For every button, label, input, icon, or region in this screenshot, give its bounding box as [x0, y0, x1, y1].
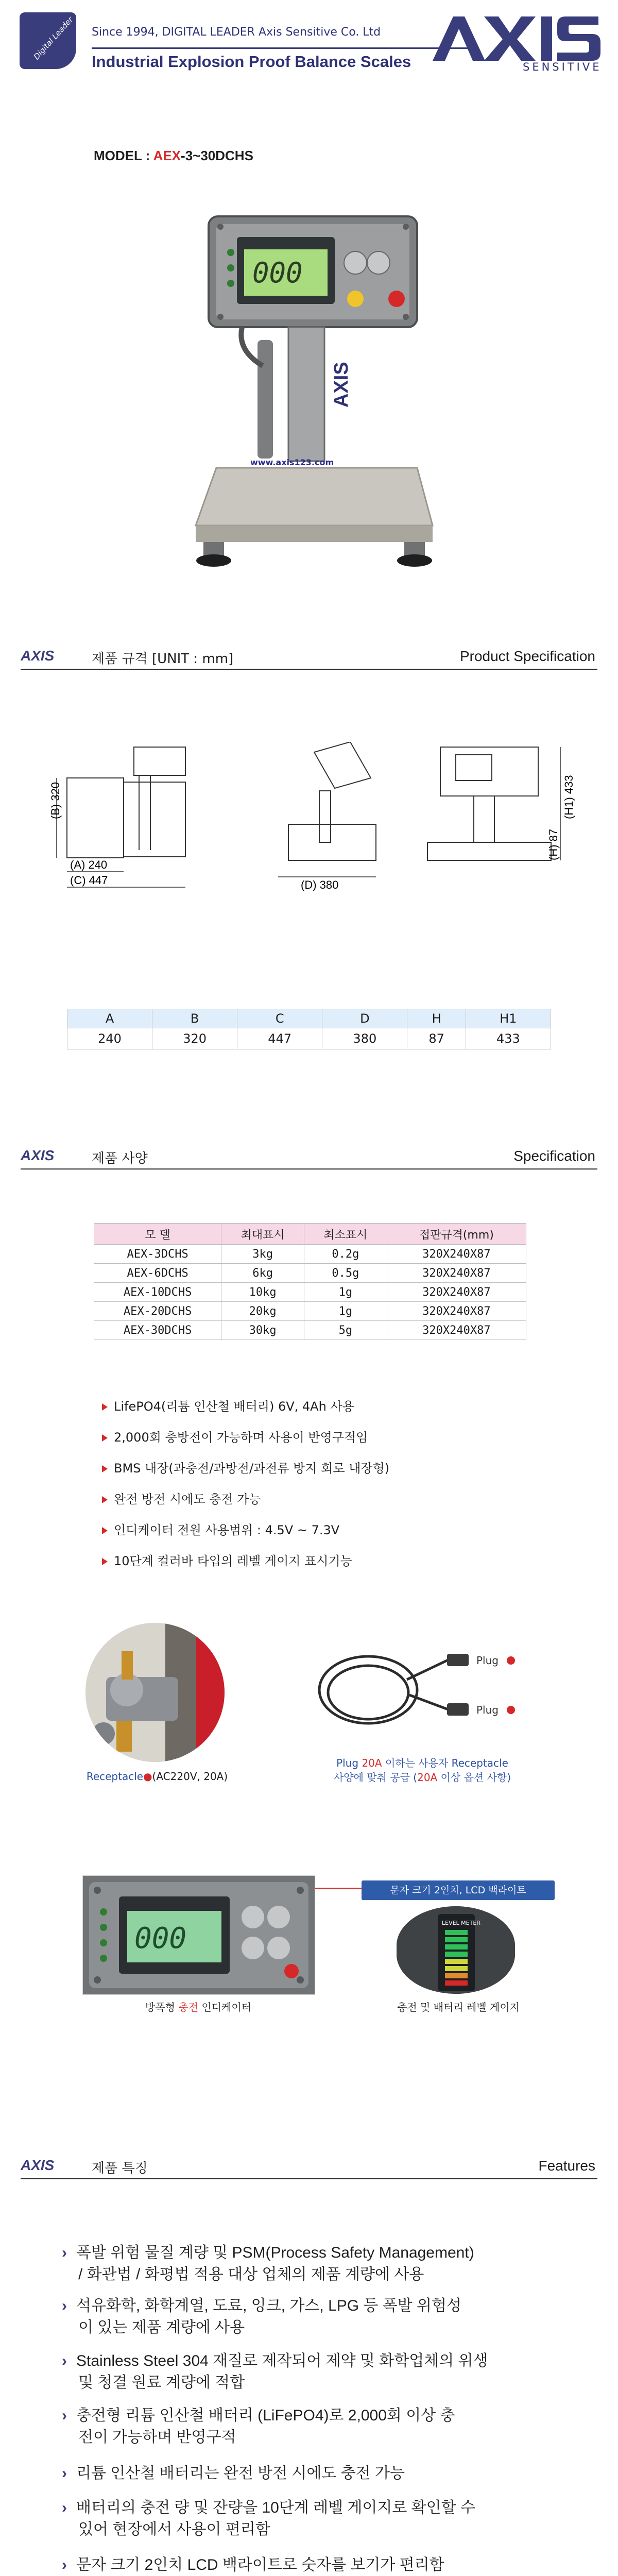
model-code: AEX: [153, 148, 181, 163]
section-header-usage: [0, 1144, 618, 1170]
receptacle-label: Receptacle: [86, 1770, 144, 1783]
table-cell: AEX-3DCHS: [94, 1245, 221, 1264]
bullet-text: 2,000회 충방전이 가능하며 사용이 반영구적임: [114, 1430, 368, 1445]
dimension-table-row: [67, 1028, 551, 1049]
dim-value-d: 380: [322, 1028, 407, 1049]
table-cell: AEX-20DCHS: [94, 1302, 221, 1321]
table-cell: 0.5g: [304, 1264, 387, 1283]
section-divider: [21, 2178, 597, 2179]
section-title-ko: 제품 사양: [92, 1151, 148, 1166]
dim-value-a: 240: [67, 1028, 152, 1049]
table-cell: AEX-10DCHS: [94, 1283, 221, 1302]
header-divider: [92, 47, 475, 49]
red-arrow-icon: [102, 1558, 108, 1565]
section-title-en: Specification: [513, 1148, 595, 1164]
section-title-en: Features: [538, 2158, 595, 2174]
model-label: MODEL :: [94, 148, 153, 163]
chevron-right-icon: ›: [62, 2297, 67, 2314]
section-divider: [21, 1168, 597, 1170]
feature-item: › 리튬 인산철 배터리는 완전 방전 시에도 충전 가능: [78, 2463, 405, 2484]
plug-cable-photo: [309, 1633, 525, 1752]
dimension-table: [67, 1009, 551, 1049]
level-gauge-photo: [397, 1906, 515, 1994]
dim-h1-label: (H1) 433: [562, 775, 575, 819]
usage-bullet: [102, 1396, 354, 1414]
usage-bullet: [102, 1520, 339, 1538]
model-header-name: 모 델: [94, 1224, 221, 1245]
dim-c-label: (C) 447: [70, 874, 108, 887]
dim-header-h1: H1: [466, 1009, 551, 1028]
table-cell: 10kg: [221, 1283, 304, 1302]
table-cell: 320X240X87: [387, 1245, 526, 1264]
dim-header-a: A: [67, 1009, 152, 1028]
model-header-max: 최대표시: [221, 1224, 304, 1245]
axis-mini-logo: [21, 1148, 67, 1164]
section-title-en: Product Specification: [459, 648, 595, 664]
table-cell: AEX-30DCHS: [94, 1321, 221, 1340]
svg-text:AXIS: AXIS: [21, 648, 55, 663]
svg-text:AXIS: AXIS: [21, 2158, 55, 2172]
chevron-right-icon: ›: [62, 2407, 67, 2424]
plug-caption-line2: 사양에 맞춰 공급 (20A 이상 옵션 사항): [333, 1771, 511, 1784]
feature-item: › 폭발 위험 물질 계량 및 PSM(Process Safety Management) / 화관법 / 화평법 적용 대상 업체의 제품 계량에 사용: [78, 2242, 474, 2285]
chevron-right-icon: ›: [62, 2244, 67, 2261]
model-table-header: [94, 1224, 526, 1245]
table-cell: 320X240X87: [387, 1283, 526, 1302]
gauge-caption: 충전 및 배터리 레벨 게이지: [397, 2001, 520, 2013]
section-divider: [21, 669, 597, 670]
plug-tag-top: Plug: [476, 1654, 499, 1667]
table-cell: 1g: [304, 1302, 387, 1321]
plug-marker-icon: [507, 1656, 515, 1665]
dim-value-c: 447: [237, 1028, 322, 1049]
table-cell: 3kg: [221, 1245, 304, 1264]
dim-value-h: 87: [407, 1028, 466, 1049]
table-cell: AEX-6DCHS: [94, 1264, 221, 1283]
dim-value-h1: 433: [466, 1028, 551, 1049]
product-url: www.axis123.com: [250, 457, 334, 467]
plug-marker-icon: [507, 1706, 515, 1714]
model-header-min: 최소표시: [304, 1224, 387, 1245]
model-range: -3~30DCHS: [181, 148, 253, 163]
ribbon-text: Digital Leader: [31, 15, 75, 62]
table-cell: 320X240X87: [387, 1302, 526, 1321]
indicator-photo: [82, 1875, 315, 1995]
usage-bullet: [102, 1489, 261, 1507]
red-arrow-icon: [102, 1465, 108, 1472]
dim-header-b: B: [152, 1009, 237, 1028]
table-cell: 320X240X87: [387, 1321, 526, 1340]
bullet-text: LifePO4(리튬 인산철 배터리) 6V, 4Ah 사용: [114, 1399, 354, 1414]
plug-caption-line1: Plug 20A 이하는 사용자 Receptacle: [336, 1757, 508, 1769]
feature-item: › 충전형 리튬 인산철 배터리 (LiFePO4)로 2,000회 이상 충 전이 가능하며 반영구적: [78, 2405, 455, 2448]
table-cell: 20kg: [221, 1302, 304, 1321]
table-cell: 0.2g: [304, 1245, 387, 1264]
receptacle-detail: (AC220V, 20A): [152, 1770, 228, 1783]
feature-item: › 문자 크기 2인치 LCD 백라이트로 숫자를 보기가 편리함: [78, 2554, 444, 2576]
receptacle-photo: [85, 1623, 225, 1762]
chevron-right-icon: ›: [62, 2465, 67, 2482]
indicator-caption: 방폭형 충전 인디케이터: [145, 2001, 251, 2013]
feature-item: › 석유화학, 화학계열, 도료, 잉크, 가스, LPG 등 폭발 위험성 이 있는 제품 계량에 사용: [78, 2295, 461, 2338]
section-header-features: [0, 2154, 618, 2179]
section-header-spec: [0, 644, 618, 670]
usage-bullet: [102, 1551, 352, 1569]
red-arrow-icon: [102, 1403, 108, 1411]
usage-bullet: [102, 1427, 368, 1445]
table-row: [94, 1245, 526, 1264]
indicator-lcd-value: 000: [134, 1922, 187, 1955]
chevron-right-icon: ›: [62, 2556, 67, 2573]
pole-brand: AXIS: [331, 362, 352, 408]
red-arrow-icon: [102, 1496, 108, 1503]
table-row: [94, 1283, 526, 1302]
feature-item: › 배터리의 충전 량 및 잔량을 10단계 레벨 게이지로 확인할 수 있어 현장에서 사용이 편리함: [78, 2497, 475, 2540]
table-cell: 320X240X87: [387, 1264, 526, 1283]
table-cell: 5g: [304, 1321, 387, 1340]
receptacle-caption: [72, 1770, 242, 1783]
bullet-text: 완전 방전 시에도 충전 가능: [114, 1492, 261, 1506]
red-arrow-icon: [102, 1434, 108, 1442]
plug-tag-bottom: Plug: [476, 1704, 499, 1716]
axis-mini-logo: [21, 2158, 67, 2174]
bullet-text: BMS 내장(과충전/과방전/과전류 방지 회로 내장형): [114, 1461, 390, 1476]
chevron-right-icon: ›: [62, 2352, 67, 2369]
dim-header-h: H: [407, 1009, 466, 1028]
page-headline: Industrial Explosion Proof Balance Scales: [92, 53, 411, 71]
company-since: Since 1994, DIGITAL LEADER Axis Sensitive Co. Ltd: [92, 26, 381, 39]
svg-text:AXIS: AXIS: [21, 1148, 55, 1162]
table-cell: 6kg: [221, 1264, 304, 1283]
axis-logo-subtitle: SENSITIVE: [523, 61, 602, 73]
dim-value-b: 320: [152, 1028, 237, 1049]
lcd-callout-badge: 문자 크기 2인치, LCD 백라이트: [362, 1880, 555, 1900]
bullet-text: 인디케이터 전원 사용범위 : 4.5V ~ 7.3V: [114, 1523, 340, 1537]
section-title-ko: 제품 특징: [92, 2161, 148, 2176]
scale-product-image: [175, 196, 453, 582]
dim-header-c: C: [237, 1009, 322, 1028]
axis-mini-logo: [21, 648, 67, 665]
dim-h-label: (H) 87: [547, 828, 560, 860]
model-header-size: 접판규격(mm): [387, 1224, 526, 1245]
dim-a-label: (A) 240: [70, 858, 108, 871]
plus-icon: ●: [143, 1770, 152, 1783]
dim-b-label: (B) 320: [49, 782, 62, 819]
dim-d-label: (D) 380: [301, 878, 339, 891]
red-arrow-icon: [102, 1527, 108, 1534]
model-line: [94, 148, 253, 164]
model-spec-table: [94, 1223, 526, 1340]
feature-item: › Stainless Steel 304 재질로 제작되어 제약 및 화학업체의 위생 및 청결 원료 계량에 적합: [78, 2350, 488, 2394]
table-row: [94, 1302, 526, 1321]
scale-lcd-value: 000: [252, 257, 303, 289]
level-meter-text: LEVEL METER: [442, 1920, 480, 1926]
dimension-drawing: [21, 742, 597, 958]
dimension-table-header: [67, 1009, 551, 1028]
section-title-ko: 제품 규격 [UNIT : mm]: [92, 651, 234, 667]
digital-leader-ribbon: [20, 12, 76, 69]
table-cell: 30kg: [221, 1321, 304, 1340]
bullet-text: 10단계 컬러바 타입의 레벨 게이지 표시기능: [114, 1554, 352, 1568]
table-row: [94, 1321, 526, 1340]
chevron-right-icon: ›: [62, 2499, 67, 2516]
usage-bullet: [102, 1458, 389, 1476]
dim-header-d: D: [322, 1009, 407, 1028]
table-row: [94, 1264, 526, 1283]
table-cell: 1g: [304, 1283, 387, 1302]
